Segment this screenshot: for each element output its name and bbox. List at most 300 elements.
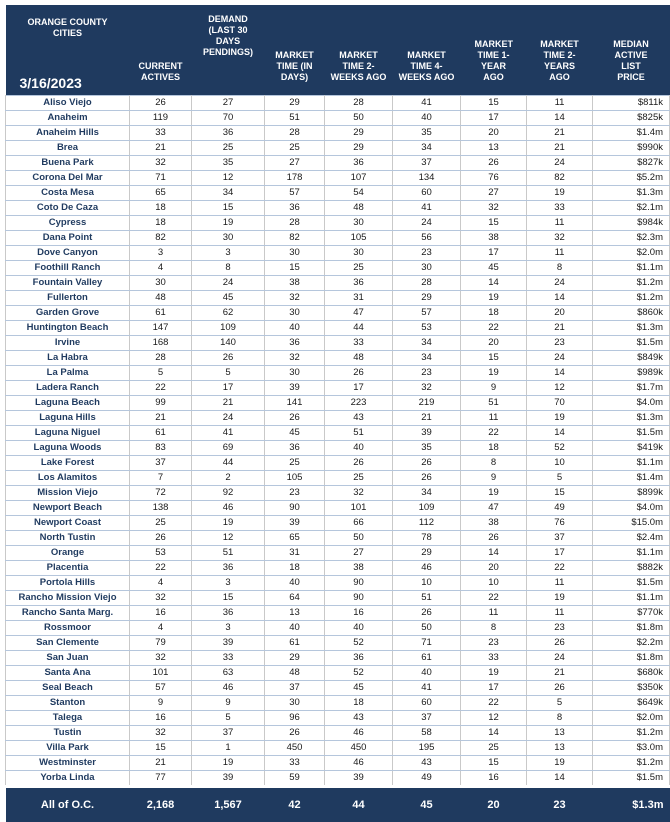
value-cell: 66 (325, 516, 393, 531)
value-cell: 41 (393, 96, 461, 111)
table-row (6, 696, 670, 711)
value-cell: 76 (527, 516, 593, 531)
median-price-cell: $989k (593, 366, 670, 381)
value-cell: 26 (192, 351, 265, 366)
value-cell: 40 (325, 441, 393, 456)
table-row (6, 426, 670, 441)
value-cell: 71 (393, 636, 461, 651)
value-cell: 32 (461, 201, 527, 216)
table-row (6, 171, 670, 186)
value-cell: 26 (130, 96, 192, 111)
city-name: Los Alamitos (6, 471, 130, 486)
value-cell: 46 (393, 561, 461, 576)
value-cell: 30 (265, 246, 325, 261)
value-cell: 21 (527, 126, 593, 141)
value-cell: 13 (265, 606, 325, 621)
value-cell: 24 (527, 276, 593, 291)
value-cell: 34 (393, 141, 461, 156)
value-cell: 32 (265, 291, 325, 306)
value-cell: 15 (265, 261, 325, 276)
header-demand: DEMAND (LAST 30 DAYS PENDINGS) (192, 5, 265, 96)
value-cell: 37 (130, 456, 192, 471)
value-cell: 82 (130, 231, 192, 246)
city-name: Seal Beach (6, 681, 130, 696)
value-cell: 18 (461, 441, 527, 456)
value-cell: 25 (265, 456, 325, 471)
value-cell: 32 (130, 156, 192, 171)
value-cell: 27 (461, 186, 527, 201)
value-cell: 36 (192, 126, 265, 141)
value-cell: 43 (393, 756, 461, 771)
total-label: All of O.C. (6, 787, 130, 822)
value-cell: 29 (265, 651, 325, 666)
table-row (6, 96, 670, 111)
value-cell: 19 (192, 756, 265, 771)
value-cell: 18 (461, 306, 527, 321)
value-cell: 16 (461, 771, 527, 787)
city-name: Laguna Hills (6, 411, 130, 426)
city-name: Laguna Niguel (6, 426, 130, 441)
value-cell: 40 (265, 321, 325, 336)
value-cell: 26 (393, 456, 461, 471)
value-cell: 26 (393, 471, 461, 486)
city-name: Aliso Viejo (6, 96, 130, 111)
median-price-cell: $2.0m (593, 246, 670, 261)
value-cell: 33 (461, 651, 527, 666)
value-cell: 22 (461, 591, 527, 606)
total-value-cell: 42 (265, 787, 325, 822)
value-cell: 18 (325, 696, 393, 711)
median-price-cell: $4.0m (593, 501, 670, 516)
median-price-cell: $2.3m (593, 231, 670, 246)
value-cell: 50 (393, 621, 461, 636)
value-cell: 20 (527, 306, 593, 321)
value-cell: 21 (393, 411, 461, 426)
median-price-cell: $1.4m (593, 471, 670, 486)
city-name: Fountain Valley (6, 276, 130, 291)
value-cell: 40 (265, 621, 325, 636)
value-cell: 39 (192, 636, 265, 651)
total-value-cell: 2,168 (130, 787, 192, 822)
value-cell: 223 (325, 396, 393, 411)
value-cell: 39 (192, 771, 265, 787)
median-price-cell: $1.3m (593, 321, 670, 336)
value-cell: 13 (461, 141, 527, 156)
value-cell: 11 (527, 96, 593, 111)
city-name: Laguna Woods (6, 441, 130, 456)
value-cell: 105 (325, 231, 393, 246)
median-price-cell: $1.8m (593, 651, 670, 666)
table-row (6, 471, 670, 486)
value-cell: 27 (265, 156, 325, 171)
value-cell: 47 (461, 501, 527, 516)
value-cell: 24 (527, 651, 593, 666)
value-cell: 24 (192, 411, 265, 426)
value-cell: 48 (265, 666, 325, 681)
value-cell: 61 (265, 636, 325, 651)
table-row (6, 501, 670, 516)
value-cell: 8 (461, 456, 527, 471)
value-cell: 4 (130, 621, 192, 636)
value-cell: 11 (527, 216, 593, 231)
table-row (6, 756, 670, 771)
market-table-container (5, 5, 649, 822)
value-cell: 24 (393, 216, 461, 231)
value-cell: 77 (130, 771, 192, 787)
value-cell: 24 (527, 351, 593, 366)
value-cell: 25 (130, 516, 192, 531)
value-cell: 33 (265, 756, 325, 771)
value-cell: 168 (130, 336, 192, 351)
table-row (6, 186, 670, 201)
city-name: Newport Beach (6, 501, 130, 516)
median-price-cell: $860k (593, 306, 670, 321)
table-row (6, 276, 670, 291)
value-cell: 57 (393, 306, 461, 321)
value-cell: 8 (527, 711, 593, 726)
value-cell: 26 (527, 636, 593, 651)
value-cell: 23 (265, 486, 325, 501)
city-name: San Juan (6, 651, 130, 666)
median-price-cell: $825k (593, 111, 670, 126)
value-cell: 101 (130, 666, 192, 681)
value-cell: 14 (527, 426, 593, 441)
table-row (6, 456, 670, 471)
value-cell: 7 (130, 471, 192, 486)
median-price-cell: $882k (593, 561, 670, 576)
table-row (6, 561, 670, 576)
table-row (6, 771, 670, 787)
value-cell: 49 (527, 501, 593, 516)
value-cell: 21 (527, 666, 593, 681)
value-cell: 23 (461, 636, 527, 651)
value-cell: 25 (325, 471, 393, 486)
value-cell: 5 (130, 366, 192, 381)
value-cell: 16 (130, 711, 192, 726)
value-cell: 17 (527, 546, 593, 561)
median-price-cell: $649k (593, 696, 670, 711)
value-cell: 90 (325, 591, 393, 606)
value-cell: 28 (130, 351, 192, 366)
value-cell: 14 (461, 546, 527, 561)
value-cell: 28 (265, 216, 325, 231)
value-cell: 52 (325, 666, 393, 681)
city-name: Newport Coast (6, 516, 130, 531)
value-cell: 36 (325, 276, 393, 291)
value-cell: 20 (461, 126, 527, 141)
value-cell: 21 (130, 141, 192, 156)
value-cell: 15 (192, 591, 265, 606)
value-cell: 9 (461, 381, 527, 396)
median-price-cell: $1.7m (593, 381, 670, 396)
value-cell: 32 (130, 591, 192, 606)
value-cell: 36 (192, 561, 265, 576)
value-cell: 22 (461, 426, 527, 441)
value-cell: 10 (527, 456, 593, 471)
value-cell: 45 (461, 261, 527, 276)
median-price-cell: $1.1m (593, 261, 670, 276)
value-cell: 26 (461, 156, 527, 171)
value-cell: 19 (527, 186, 593, 201)
value-cell: 14 (527, 291, 593, 306)
value-cell: 48 (325, 201, 393, 216)
table-row (6, 396, 670, 411)
value-cell: 45 (325, 681, 393, 696)
value-cell: 14 (527, 771, 593, 787)
value-cell: 23 (527, 621, 593, 636)
value-cell: 21 (192, 396, 265, 411)
median-price-cell: $15.0m (593, 516, 670, 531)
city-name: Portola Hills (6, 576, 130, 591)
value-cell: 14 (461, 726, 527, 741)
value-cell: 21 (527, 141, 593, 156)
value-cell: 37 (265, 681, 325, 696)
value-cell: 46 (325, 756, 393, 771)
median-price-cell: $1.2m (593, 291, 670, 306)
value-cell: 44 (325, 321, 393, 336)
value-cell: 45 (265, 426, 325, 441)
city-name: Anaheim (6, 111, 130, 126)
table-row (6, 141, 670, 156)
value-cell: 9 (192, 696, 265, 711)
value-cell: 450 (265, 741, 325, 756)
table-title: ORANGE COUNTY CITIES (6, 17, 130, 39)
value-cell: 57 (265, 186, 325, 201)
value-cell: 29 (393, 291, 461, 306)
value-cell: 24 (527, 156, 593, 171)
value-cell: 10 (393, 576, 461, 591)
value-cell: 26 (265, 411, 325, 426)
header-market-time-1y: MARKET TIME 1-YEAR AGO (461, 5, 527, 96)
value-cell: 36 (265, 441, 325, 456)
value-cell: 33 (325, 336, 393, 351)
value-cell: 39 (393, 426, 461, 441)
value-cell: 21 (130, 411, 192, 426)
city-name: Garden Grove (6, 306, 130, 321)
value-cell: 17 (325, 381, 393, 396)
value-cell: 8 (527, 261, 593, 276)
value-cell: 15 (461, 756, 527, 771)
header-row (6, 5, 670, 96)
header-market-time-2y: MARKET TIME 2-YEARS AGO (527, 5, 593, 96)
median-price-cell: $1.4m (593, 126, 670, 141)
table-row (6, 306, 670, 321)
table-row (6, 321, 670, 336)
value-cell: 105 (265, 471, 325, 486)
city-name: Dove Canyon (6, 246, 130, 261)
value-cell: 96 (265, 711, 325, 726)
city-name: Orange (6, 546, 130, 561)
table-row (6, 621, 670, 636)
median-price-cell: $770k (593, 606, 670, 621)
value-cell: 14 (461, 276, 527, 291)
value-cell: 34 (393, 486, 461, 501)
value-cell: 99 (130, 396, 192, 411)
city-name: La Palma (6, 366, 130, 381)
median-price-cell: $811k (593, 96, 670, 111)
table-row (6, 546, 670, 561)
median-price-cell: $984k (593, 216, 670, 231)
value-cell: 22 (527, 561, 593, 576)
value-cell: 15 (461, 351, 527, 366)
value-cell: 25 (265, 141, 325, 156)
value-cell: 39 (265, 381, 325, 396)
table-row (6, 576, 670, 591)
table-row (6, 486, 670, 501)
value-cell: 90 (325, 576, 393, 591)
value-cell: 18 (130, 216, 192, 231)
value-cell: 69 (192, 441, 265, 456)
value-cell: 19 (527, 591, 593, 606)
value-cell: 36 (265, 336, 325, 351)
value-cell: 20 (461, 561, 527, 576)
total-value-cell: 1,567 (192, 787, 265, 822)
city-name: Ladera Ranch (6, 381, 130, 396)
city-name: San Clemente (6, 636, 130, 651)
city-name: North Tustin (6, 531, 130, 546)
value-cell: 23 (527, 336, 593, 351)
table-row (6, 231, 670, 246)
value-cell: 15 (130, 741, 192, 756)
table-row (6, 336, 670, 351)
value-cell: 5 (192, 711, 265, 726)
value-cell: 48 (130, 291, 192, 306)
value-cell: 15 (527, 486, 593, 501)
value-cell: 52 (527, 441, 593, 456)
value-cell: 26 (527, 681, 593, 696)
value-cell: 65 (130, 186, 192, 201)
city-name: Coto De Caza (6, 201, 130, 216)
value-cell: 61 (393, 651, 461, 666)
value-cell: 30 (265, 366, 325, 381)
value-cell: 30 (325, 246, 393, 261)
table-row (6, 381, 670, 396)
value-cell: 58 (393, 726, 461, 741)
value-cell: 26 (325, 456, 393, 471)
median-price-cell: $680k (593, 666, 670, 681)
value-cell: 32 (130, 726, 192, 741)
value-cell: 51 (461, 396, 527, 411)
value-cell: 39 (325, 771, 393, 787)
value-cell: 83 (130, 441, 192, 456)
value-cell: 10 (461, 576, 527, 591)
city-name: Villa Park (6, 741, 130, 756)
value-cell: 4 (130, 261, 192, 276)
value-cell: 54 (325, 186, 393, 201)
value-cell: 5 (192, 366, 265, 381)
value-cell: 53 (130, 546, 192, 561)
value-cell: 8 (192, 261, 265, 276)
table-row (6, 441, 670, 456)
value-cell: 16 (325, 606, 393, 621)
value-cell: 79 (130, 636, 192, 651)
value-cell: 62 (192, 306, 265, 321)
header-current-actives: CURRENT ACTIVES (130, 5, 192, 96)
value-cell: 26 (393, 606, 461, 621)
value-cell: 3 (192, 621, 265, 636)
value-cell: 36 (325, 156, 393, 171)
value-cell: 46 (325, 726, 393, 741)
header-market-time-2w: MARKET TIME 2-WEEKS AGO (325, 5, 393, 96)
value-cell: 147 (130, 321, 192, 336)
value-cell: 72 (130, 486, 192, 501)
value-cell: 141 (265, 396, 325, 411)
table-body (6, 96, 670, 787)
value-cell: 18 (130, 201, 192, 216)
value-cell: 138 (130, 501, 192, 516)
value-cell: 41 (393, 201, 461, 216)
city-name: La Habra (6, 351, 130, 366)
value-cell: 4 (130, 576, 192, 591)
value-cell: 107 (325, 171, 393, 186)
value-cell: 51 (393, 591, 461, 606)
value-cell: 30 (325, 216, 393, 231)
value-cell: 56 (393, 231, 461, 246)
value-cell: 30 (192, 231, 265, 246)
median-price-cell: $1.1m (593, 591, 670, 606)
value-cell: 48 (325, 351, 393, 366)
city-name: Dana Point (6, 231, 130, 246)
value-cell: 12 (527, 381, 593, 396)
value-cell: 29 (325, 141, 393, 156)
value-cell: 70 (192, 111, 265, 126)
median-price-cell: $2.0m (593, 711, 670, 726)
value-cell: 34 (393, 351, 461, 366)
table-row (6, 666, 670, 681)
median-price-cell: $827k (593, 156, 670, 171)
median-price-cell: $1.5m (593, 771, 670, 787)
value-cell: 23 (393, 246, 461, 261)
value-cell: 31 (325, 291, 393, 306)
total-value-cell: 23 (527, 787, 593, 822)
value-cell: 17 (461, 111, 527, 126)
value-cell: 178 (265, 171, 325, 186)
value-cell: 12 (461, 711, 527, 726)
city-name: Santa Ana (6, 666, 130, 681)
median-price-cell: $899k (593, 486, 670, 501)
report-date: 3/16/2023 (20, 78, 82, 89)
value-cell: 14 (527, 366, 593, 381)
value-cell: 38 (461, 516, 527, 531)
value-cell: 70 (527, 396, 593, 411)
value-cell: 23 (393, 366, 461, 381)
value-cell: 45 (192, 291, 265, 306)
value-cell: 33 (527, 201, 593, 216)
value-cell: 44 (192, 456, 265, 471)
median-price-cell: $1.5m (593, 576, 670, 591)
value-cell: 15 (461, 216, 527, 231)
value-cell: 32 (265, 351, 325, 366)
value-cell: 90 (265, 501, 325, 516)
value-cell: 30 (393, 261, 461, 276)
value-cell: 13 (527, 726, 593, 741)
value-cell: 63 (192, 666, 265, 681)
value-cell: 18 (265, 561, 325, 576)
value-cell: 47 (325, 306, 393, 321)
value-cell: 27 (325, 546, 393, 561)
value-cell: 219 (393, 396, 461, 411)
value-cell: 37 (192, 726, 265, 741)
table-row (6, 591, 670, 606)
value-cell: 17 (192, 381, 265, 396)
median-price-cell: $1.5m (593, 426, 670, 441)
value-cell: 11 (527, 246, 593, 261)
value-cell: 35 (393, 441, 461, 456)
table-row (6, 216, 670, 231)
total-row (6, 787, 670, 822)
value-cell: 40 (393, 666, 461, 681)
total-median-price: $1.3m (593, 787, 670, 822)
